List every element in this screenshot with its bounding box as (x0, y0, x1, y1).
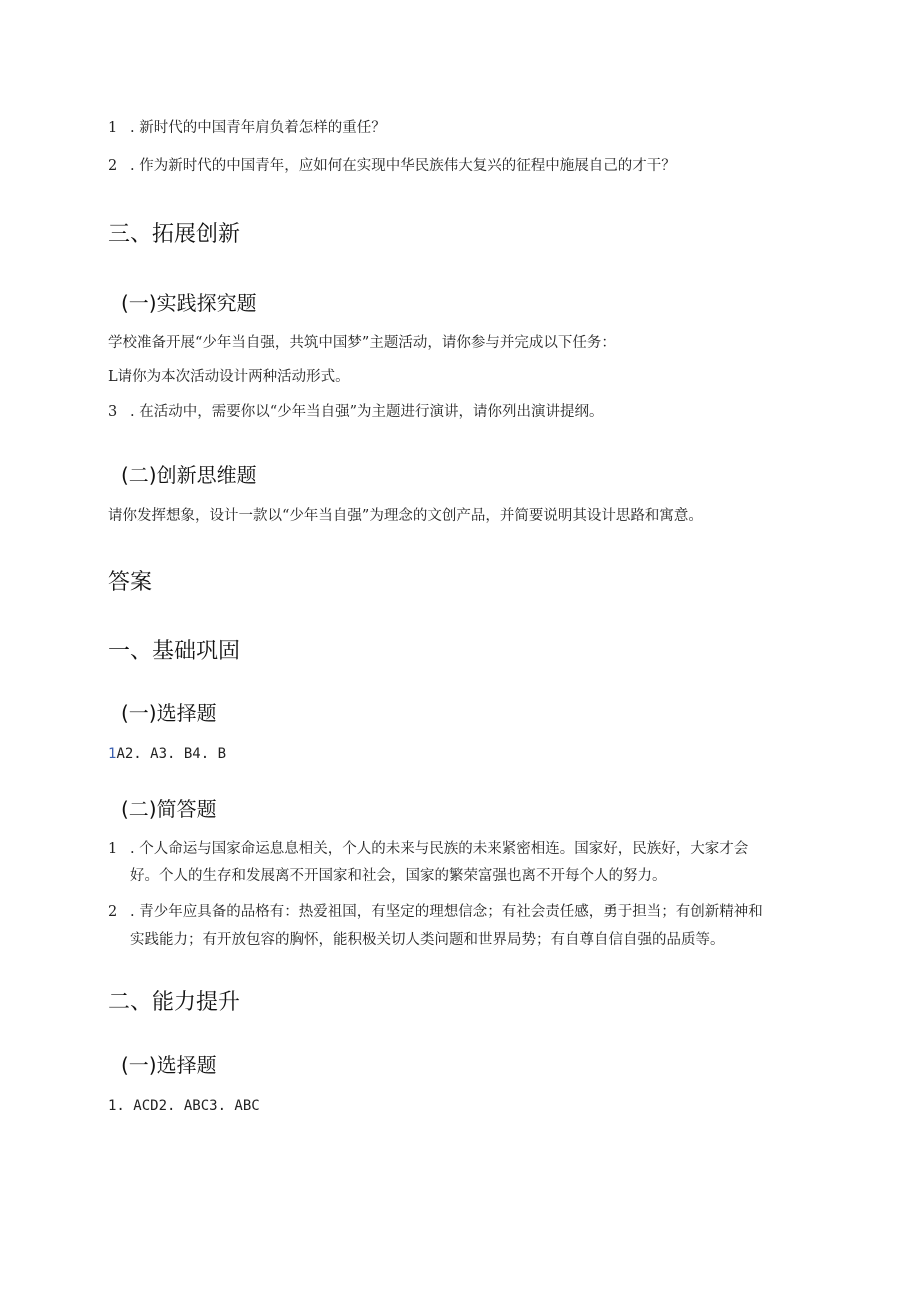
answers-part-2-choice-answers: 1. ACD2. ABC3. ABC (108, 1098, 260, 1114)
short-answer-2-line-1 (108, 902, 763, 922)
short-answer-1-line-1 (108, 839, 748, 859)
answers-part-1-choice-answers (108, 744, 226, 764)
practice-intro: 学校准备开展“少年当自强，共筑中国梦”主题活动，请你参与并完成以下任务： (108, 335, 616, 351)
short-answer-1-number: 1 (108, 841, 118, 857)
practice-item-2-number: 3 (108, 404, 118, 420)
question-1 (108, 118, 386, 138)
section-3-title: 三、拓展创新 (108, 222, 241, 247)
practice-item-1: L请你为本次活动设计两种活动形式。 (108, 369, 350, 385)
short-answer-2-text-1: . 青少年应具备的品格有：热爱祖国，有坚定的理想信念；有社会责任感，勇于担当；有创新精神和 (130, 904, 763, 920)
question-2 (108, 156, 676, 176)
answers-part-1-choice-first: 1 (108, 746, 117, 762)
question-1-text: . 新时代的中国青年肩负着怎样的重任？ (130, 120, 386, 136)
short-answer-2-line-2: 实践能力；有开放包容的胸怀，能积极关切人类问题和世界局势；有自尊自信自强的品质等。 (130, 932, 725, 948)
short-answer-1-line-2: 好。个人的生存和发展离不开国家和社会，国家的繁荣富强也离不开每个人的努力。 (130, 868, 667, 884)
question-2-text: . 作为新时代的中国青年，应如何在实现中华民族伟大复兴的征程中施展自己的才干？ (130, 158, 676, 174)
answers-part-1-title: 一、基础巩固 (108, 639, 241, 664)
answers-part-1-choice-rest: A2. A3. B4. B (116, 746, 227, 762)
answers-part-1-choice-title: (一)选择题 (121, 701, 217, 725)
practice-title: (一)实践探究题 (121, 291, 257, 315)
answers-part-1-short-title: (二)简答题 (121, 797, 217, 821)
practice-item-2 (108, 402, 604, 422)
question-2-number: 2 (108, 158, 118, 174)
answers-title: 答案 (108, 570, 153, 595)
creative-title: (二)创新思维题 (121, 463, 257, 487)
question-1-number: 1 (108, 120, 118, 136)
answers-part-2-title: 二、能力提升 (108, 990, 241, 1015)
creative-text: 请你发挥想象，设计一款以“少年当自强”为理念的文创产品，并简要说明其设计思路和寓意。 (108, 508, 703, 524)
answers-part-2-choice-title: (一)选择题 (121, 1053, 217, 1077)
practice-item-2-text: . 在活动中，需要你以“少年当自强”为主题进行演讲，请你列出演讲提纲。 (130, 404, 604, 420)
short-answer-1-text-1: . 个人命运与国家命运息息相关，个人的未来与民族的未来紧密相连。国家好，民族好，大家才会 (130, 841, 749, 857)
short-answer-2-number: 2 (108, 904, 118, 920)
